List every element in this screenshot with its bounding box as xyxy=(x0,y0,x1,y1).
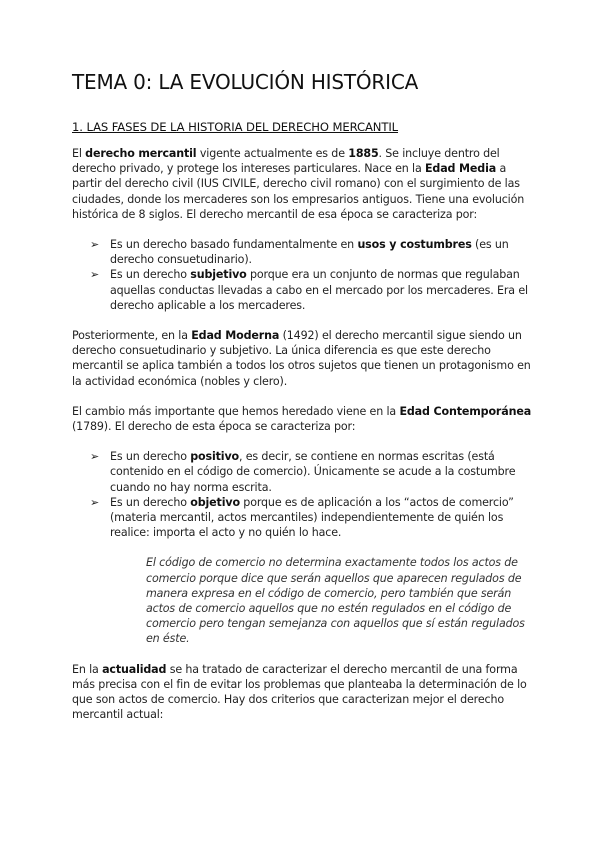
text-run: En la xyxy=(72,662,103,676)
text-run: porque era un conjunto de normas que regulaban aquellas conductas llevadas a cabo en el mercado por los mercaderes. Era el derecho aplicable a los mercaderes. xyxy=(110,268,528,312)
arrow-bullet-icon: ➢ xyxy=(90,495,100,509)
bold-term: positivo xyxy=(190,450,239,464)
page-title: TEMA 0: LA EVOLUCIÓN HISTÓRICA xyxy=(72,70,419,94)
text-run: El cambio más importante que hemos heredado viene en la xyxy=(72,404,400,418)
bold-term: 1885 xyxy=(348,147,379,160)
bold-term: usos y costumbres xyxy=(357,238,472,252)
paragraph-edad-contemporanea xyxy=(72,404,532,434)
section-title: 1. LAS FASES DE LA HISTORIA DEL DERECHO MERCANTIL xyxy=(72,120,399,134)
text-run: El xyxy=(72,147,86,160)
bold-term: Edad Moderna xyxy=(191,329,280,343)
text-run: , es decir, se contiene en normas escritas (está contenido en el código de comercio). Únicamente se acude a la costumbre cuando no hay norma escrita. xyxy=(110,450,516,494)
document-body xyxy=(72,146,532,738)
arrow-bullet-icon: ➢ xyxy=(90,450,100,464)
text-run: (es un derecho consuetudinario). xyxy=(110,238,509,267)
text-run: se ha tratado de caracterizar el derecho mercantil de una forma más precisa con el fin de evitar los problemas que planteaba la determinación de lo que son actos de comercio. Hay dos criterios que caracterizan mejor el derecho mercantil actual: xyxy=(72,662,527,722)
paragraph-edad-moderna xyxy=(72,328,532,389)
bold-term: subjetivo xyxy=(190,268,247,282)
arrow-bullet-icon: ➢ xyxy=(90,268,100,282)
bullet-list-edad-media xyxy=(72,237,532,313)
italic-note: El código de comercio no determina exactamente todos los actos de comercio porque dice que serán aquellos que aparecen regulados de manera expresa en el código de comercio, pero también que serán actos de comercio aquellos que no estén regulados en el código de comercio pero tengan semejanza con aquellos que sí están regulados en éste. xyxy=(146,556,525,646)
text-run: vigente actualmente es de xyxy=(196,147,349,160)
bold-term: objetivo xyxy=(190,495,240,509)
text-run: (1492) el derecho mercantil sigue siendo un derecho consuetudinario y subjetivo. La única diferencia es que este derecho mercantil se aplica también a todos los otros sujetos que tienen un protagonismo en la actividad económica (nobles y clero). xyxy=(72,329,531,388)
text-run: porque es de aplicación a los “actos de comercio” (materia mercantil, actos mercantiles) independientemente de quién los realice: importa el acto y no quién lo hace. xyxy=(110,495,514,540)
text-run: . Se incluye dentro del derecho privado, y protege los intereses particulares. Nace en la xyxy=(72,147,500,176)
list-item xyxy=(90,267,532,313)
bold-term: actualidad xyxy=(102,662,167,676)
paragraph-actualidad xyxy=(72,662,532,723)
bullet-list-edad-contemporanea xyxy=(72,449,532,540)
bold-term: derecho mercantil xyxy=(85,147,197,160)
text-run: Es un derecho xyxy=(110,450,191,464)
arrow-bullet-icon: ➢ xyxy=(90,238,100,252)
text-run: a partir del derecho civil (IUS CIVILE, derecho civil romano) con el surgimiento de las ciudades, donde los mercaderes son los empresarios antiguos. Tiene una evolución histórica de 8 siglos. El derecho mercantil de esa época se caracteriza por: xyxy=(72,162,525,221)
bold-term: Edad Contemporánea xyxy=(399,404,532,418)
bold-term: Edad Media xyxy=(424,162,497,176)
text-run: (1789). El derecho de esta época se caracteriza por: xyxy=(72,420,356,434)
paragraph-edad-media xyxy=(72,146,532,222)
list-item xyxy=(90,237,532,267)
list-item xyxy=(90,495,532,541)
text-run: Es un derecho basado fundamentalmente en xyxy=(110,238,358,252)
text-run: Posteriormente, en la xyxy=(72,329,192,343)
text-run: Es un derecho xyxy=(110,495,191,509)
text-run: Es un derecho xyxy=(110,268,191,282)
list-item xyxy=(90,449,532,495)
